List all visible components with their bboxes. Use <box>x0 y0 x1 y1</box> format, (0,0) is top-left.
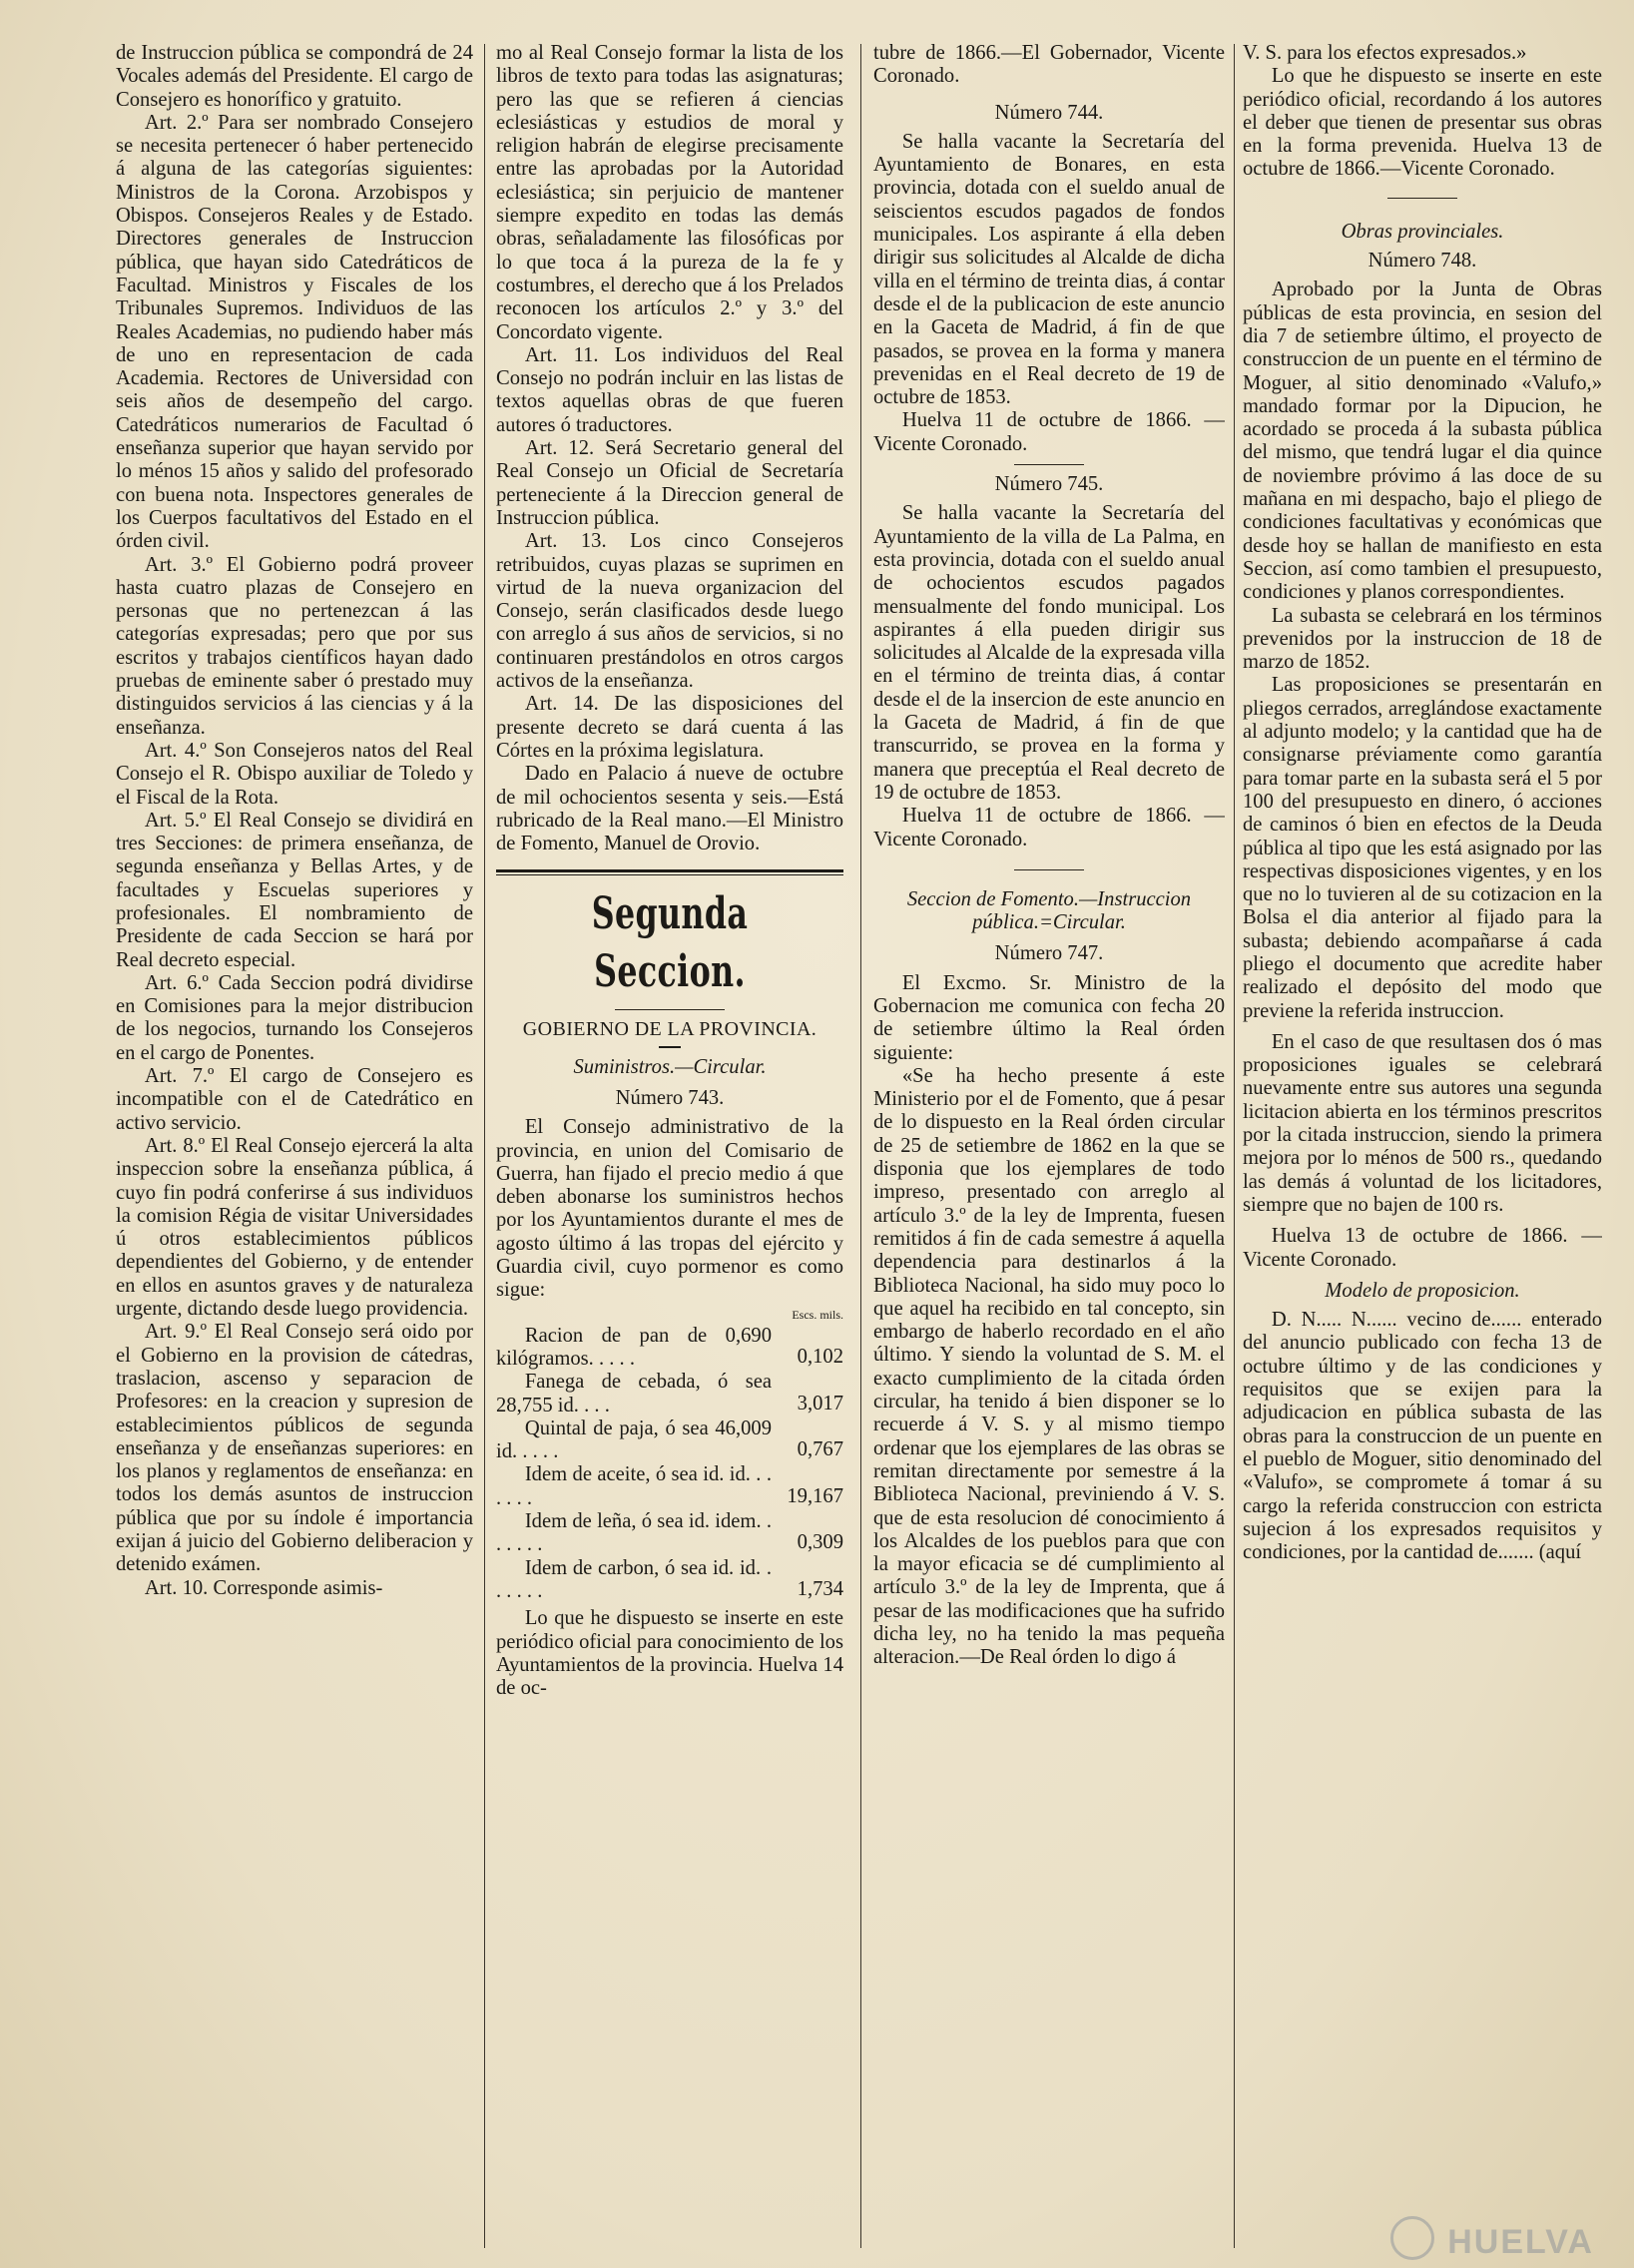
subsection-heading: Obras provinciales. <box>1341 220 1504 243</box>
paragraph: Se halla vacante la Secretaría del Ayuntamiento de la villa de La Palma, en esta provincia, dotada con el sueldo anual de ochocientos escudos pagados mensualmente del fondo municipal. Los aspirantes á ella pueden dirigir sus solicitudes al Alcalde de la expresada villa en el término de treinta dias, á contar desde el de la insercion de este anuncio en la Gaceta de Madrid, á fin de que transcurrido, se provea en la forma y manera que preceptúa el Real decreto de 19 de octubre de 1853. <box>873 502 1225 804</box>
column-2 <box>496 42 843 2256</box>
paragraph: Lo que he dispuesto se inserte en este periódico oficial, recordando á los autores el deber que tienen de presentar sus obras en la forma prevenida. Huelva 13 de octubre de 1866.—Vicente Coronado. <box>1243 65 1602 181</box>
table-row: Quintal de paja, ó sea 46,009 id. . . . . 0,767 <box>496 1417 843 1463</box>
article-11: Art. 11. Los individuos del Real Consejo no podrán incluir en las listas de textos aquellas obras de que fueren autores ó traductores. <box>496 343 843 436</box>
divider <box>659 1046 681 1048</box>
government-heading: GOBIERNO DE LA PROVINCIA. <box>522 1018 817 1041</box>
article-12: Art. 12. Será Secretario general del Real Consejo un Oficial de Secretaría perteneciente á la Direccion general de Instruccion pública. <box>496 437 843 529</box>
notice-number: Número 748. <box>1367 250 1477 273</box>
notice-number: Número 747. <box>994 942 1104 965</box>
paragraph: Lo que he dispuesto se inserte en este periódico oficial para conocimiento de los Ayuntamientos de la provincia. Huelva 14 de oc- <box>496 1607 843 1700</box>
paragraph: El Excmo. Sr. Ministro de la Gobernacion me comunica con fecha 20 de setiembre último la Real órden siguiente: <box>873 971 1225 1064</box>
notice-number: Número 743. <box>615 1086 725 1109</box>
subsection-heading: Suministros.—Circular. <box>573 1055 767 1078</box>
paragraph: V. S. para los efectos expresados.» <box>1243 42 1527 64</box>
article-3: Art. 3.º El Gobierno podrá proveer hasta cuatro plazas de Consejero en personas que no pertenezcan á las categorías expresadas; pero que por sus escritos y trabajos científicos hayan dado pruebas de eminente saber ó prestado muy distinguidos servicios á las ciencias y á la enseñanza. <box>116 553 473 739</box>
paragraph: Aprobado por la Junta de Obras públicas de esta provincia, en sesion del dia 7 de setiembre último, el proyecto de construccion de un puente en el término de Moguer, al sitio denominado «Valufo,» mandado formar por la Dipucion, he acordado se proceda á la subasta pública del mismo, que tendrá lugar el dia quince de noviembre próvimo á las doce de su mañana en mi despacho, bajo el pliego de condiciones facultativas y económicas que desde hoy se hallan de manifiesto en esta Seccion, así como tambien el presupuesto, condiciones y planos correspondientes. <box>1243 279 1602 604</box>
table-unit-header: Escs. mils. <box>792 1307 843 1322</box>
section-divider <box>496 869 843 875</box>
column-rule <box>860 44 861 2248</box>
table-row: Racion de pan de 0,690 kilógramos. . . . . 0,102 <box>496 1324 843 1370</box>
column-rule <box>1234 44 1235 2248</box>
article-9: Art. 9.º El Real Consejo será oido por el Gobierno en la provision de cátedras, traslacion, ascenso y separacion de Profesores: en la creacion y supresion de establecimientos públicos de segunda enseñanza y de enseñanzas superiores: en los planos y reglamentos de enseñanza: en todos los demás asuntos de instruccion pública que por su índole é importancia exijan á juicio del Gobierno deliberacion y detenido exámen. <box>116 1321 473 1576</box>
signature-line: Huelva 13 de octubre de 1866. —Vicente Coronado. <box>1243 1225 1602 1271</box>
article-8: Art. 8.º El Real Consejo ejercerá la alta inspeccion sobre la enseñanza pública, á cuyo fin podrá conferirse á sus individuos la comision Régia de visitar Universidades ú otros establecimientos públicos dependientes del Gobierno, y de entender en ellos en asuntos graves y de naturaleza urgente, dictando desde luego providencia. <box>116 1134 473 1321</box>
paragraph: tubre de 1866.—El Gobernador, Vicente Coronado. <box>873 42 1225 88</box>
paragraph: La subasta se celebrará en los términos prevenidos por la instruccion de 18 de marzo de 1852. <box>1243 604 1602 674</box>
article-7: Art. 7.º El cargo de Consejero es incompatible con el de Catedrático en activo servicio. <box>116 1065 473 1134</box>
section-title: Segunda Seccion. <box>591 888 749 998</box>
paragraph: Las proposiciones se presentarán en pliegos cerrados, arreglándose exactamente al adjunto modelo; y la cantidad que ha de consignarse préviamente como garantía para tomar parte en la subasta será el 5 por 100 del presupuesto en dinero, ó acciones de caminos ó bien en efectos de la Deuda pública al tipo que les está asignado por las respectivas disposiciones vigentes, y en los que no lo tuvieren al de su cotizacion en la Bolsa el dia anterior al fijado para la subasta; debiendo acompañarse á cada pliego el documento que acredite haber realizado el depósito del modo que previene la referida instruccion. <box>1243 674 1602 1022</box>
paragraph: «Se ha hecho presente á este Ministerio por el de Fomento, que á pesar de lo dispuesto en la Real órden circular de 25 de setiembre de 1862 en la que se disponia que los ejemplares de todo impreso, presentado con arreglo al artículo 3.º de la ley de Imprenta, fuesen remitidos á fin de cada semestre á aquella dependencia para destinarlos á la Biblioteca Nacional, ha sido muy poco lo que aquel ha recibido en tal concepto, sin embargo de haberlo recordado en el año último. Y siendo la voluntad de S. M. el exacto cumplimiento de la citada órden circular, ha tenido á bien disponer se lo recuerde á V. S. y al mismo tiempo ordenar que los ejemplares de las obras se remitan directamente por semestre á la Biblioteca Nacional, previniendo á V. S. que de esta resolucion dé conocimiento á los Alcaldes de los pueblos para que con la mayor eficacia se dé cumplimiento al artículo 3.º de la ley de Imprenta, que á pesar de las modificaciones que ha sufrido dicha ley, no ha tenido la mas pequeña alteracion.—De Real órden lo digo á <box>873 1064 1225 1669</box>
article-13: Art. 13. Los cinco Consejeros retribuidos, cuyas plazas se suprimen en virtud de la nueva organizacion del Consejo, serán clasificados desde luego con arreglo á sus años de servicios, si no continuaren prestándolos en otros cargos activos de la enseñanza. <box>496 530 843 693</box>
signature-line: Huelva 11 de octubre de 1866. —Vicente Coronado. <box>873 409 1225 455</box>
subsection-heading: Seccion de Fomento.—Instruccion pública.=Circular. <box>906 887 1192 934</box>
divider <box>615 1009 725 1010</box>
signature-line: Huelva 11 de octubre de 1866. —Vicente Coronado. <box>873 805 1225 850</box>
paragraph: mo al Real Consejo formar la lista de los libros de texto para todas las asignaturas; pero las que se refieren á ciencias eclesiásticas y estudios de moral y religion habrán de elegirse precisamente entre las aprobadas por la Autoridad eclesiástica; sin perjuicio de mantener siempre expedito en todas las demás obras, señaladamente las filosóficas por lo que toca á la pureza de la fe y costumbres, el derecho que á los Prelados reconocen los artículos 2.º y 3.º del Concordato vigente. <box>496 42 843 343</box>
divider <box>1014 869 1084 870</box>
table-row: Fanega de cebada, ó sea 28,755 id. . . . 3,017 <box>496 1371 843 1417</box>
paragraph: En el caso de que resultasen dos ó mas proposiciones iguales se celebrará nuevamente entre sus autores una segunda licitacion abierta en los términos prescritos por la citada instruccion, siendo la primera mejora por lo ménos de 500 rs., quedando las demás á voluntad de los licitadores, siempre que no bajen de 100 rs. <box>1243 1030 1602 1216</box>
table-row: Idem de leña, ó sea id. idem. . . . . . . 0,309 <box>496 1510 843 1556</box>
table-row: Idem de aceite, ó sea id. id. . . . . . . 19,167 <box>496 1463 843 1509</box>
article-5: Art. 5.º El Real Consejo se dividirá en tres Secciones: de primera enseñanza, de segunda enseñanza y Bellas Artes, y de facultades y Escuelas superiores y profesionales. El nombramiento de Presidente de cada Seccion se hará por Real decreto especial. <box>116 809 473 971</box>
paragraph: Se halla vacante la Secretaría del Ayuntamiento de Bonares, en esta provincia, dotada con el sueldo anual de seiscientos escudos pagados de fondos municipales. Los aspirante á ella deben dirigir sus solicitudes al Alcalde de dicha villa en el término de treinta dias, á contar desde el de la publicacion de este anuncio en la Gaceta de Madrid, á fin de que pasados, se provea en la forma y manera prevenidas en el Real decreto de 19 de octubre de 1853. <box>873 130 1225 409</box>
column-3 <box>873 42 1225 2256</box>
paragraph: El Consejo administrativo de la provincia, en union del Comisario de Guerra, han fijado el precio medio á que deben abonarse los suministros hechos por los Ayuntamientos durante el mes de agosto último á las tropas del ejército y Guardia civil, cuyo pormenor es como sigue: <box>496 1116 843 1302</box>
notice-number: Número 744. <box>994 101 1104 124</box>
table-row: Idem de carbon, ó sea id. id. . . . . . . 1,734 <box>496 1556 843 1602</box>
column-rule <box>484 44 485 2248</box>
divider <box>1014 464 1084 465</box>
price-table <box>496 1325 843 1604</box>
paragraph: de Instruccion pública se compondrá de 24 Vocales además del Presidente. El cargo de Consejero es honorífico y gratuito. <box>116 42 473 111</box>
paragraph: D. N..... N...... vecino de...... enterado del anuncio publicado con fecha 13 de octubre último y de las condiciones y requisitos que se exijen para la adjudicacion en pública subasta de las obras para la construccion de un puente en el pueblo de Moguer, sitio denominado del «Valufo», se compromete á tomar á su cargo la referida construccion con estricta sujecion á los expresados requisitos y condiciones, por la cantidad de....... (aquí <box>1243 1309 1602 1564</box>
article-14: Art. 14. De las disposiciones del presente decreto se dará cuenta á las Córtes en la próxima legislatura. <box>496 693 843 762</box>
signature-paragraph: Dado en Palacio á nueve de octubre de mil ochocientos sesenta y seis.—Está rubricado de la Real mano.—El Ministro de Fomento, Manuel de Orovio. <box>496 763 843 855</box>
column-4 <box>1243 42 1602 2256</box>
article-4: Art. 4.º Son Consejeros natos del Real Consejo el R. Obispo auxiliar de Toledo y el Fiscal de la Rota. <box>116 739 473 809</box>
archive-watermark: HUELVA <box>1447 2223 1594 2261</box>
notice-number: Número 745. <box>994 473 1104 496</box>
article-10: Art. 10. Corresponde asimis- <box>144 1576 383 1599</box>
divider <box>1387 198 1457 199</box>
article-6: Art. 6.º Cada Seccion podrá dividirse en Comisiones para la mejor distribucion de los negocios, turnando los Consejeros en el cargo de Ponentes. <box>116 971 473 1064</box>
article-2: Art. 2.º Para ser nombrado Consejero se necesita pertenecer ó haber pertenecido á alguna de las categorías siguientes: Ministros de la Corona. Arzobispos y Obispos. Consejeros Reales y de Estado. Directores generales de Instruccion pública, que hayan sido Catedráticos de Facultad. Ministros y Fiscales de los Tribunales Supremos. Individuos de las Reales Academias, no pudiendo haber más de uno en representacion de cada Academia. Rectores de Universidad con seis años de desempeño del cargo. Catedráticos numerarios de Facultad ó enseñanza superior que hayan servido por lo ménos 15 años y salido del profesorado con buena nota. Inspectores generales de los Cuerpos facultativos del Estado en el órden civil. <box>116 111 473 553</box>
archive-seal-icon <box>1390 2216 1434 2260</box>
subsection-heading: Modelo de proposicion. <box>1325 1279 1520 1302</box>
column-1 <box>116 42 473 2256</box>
